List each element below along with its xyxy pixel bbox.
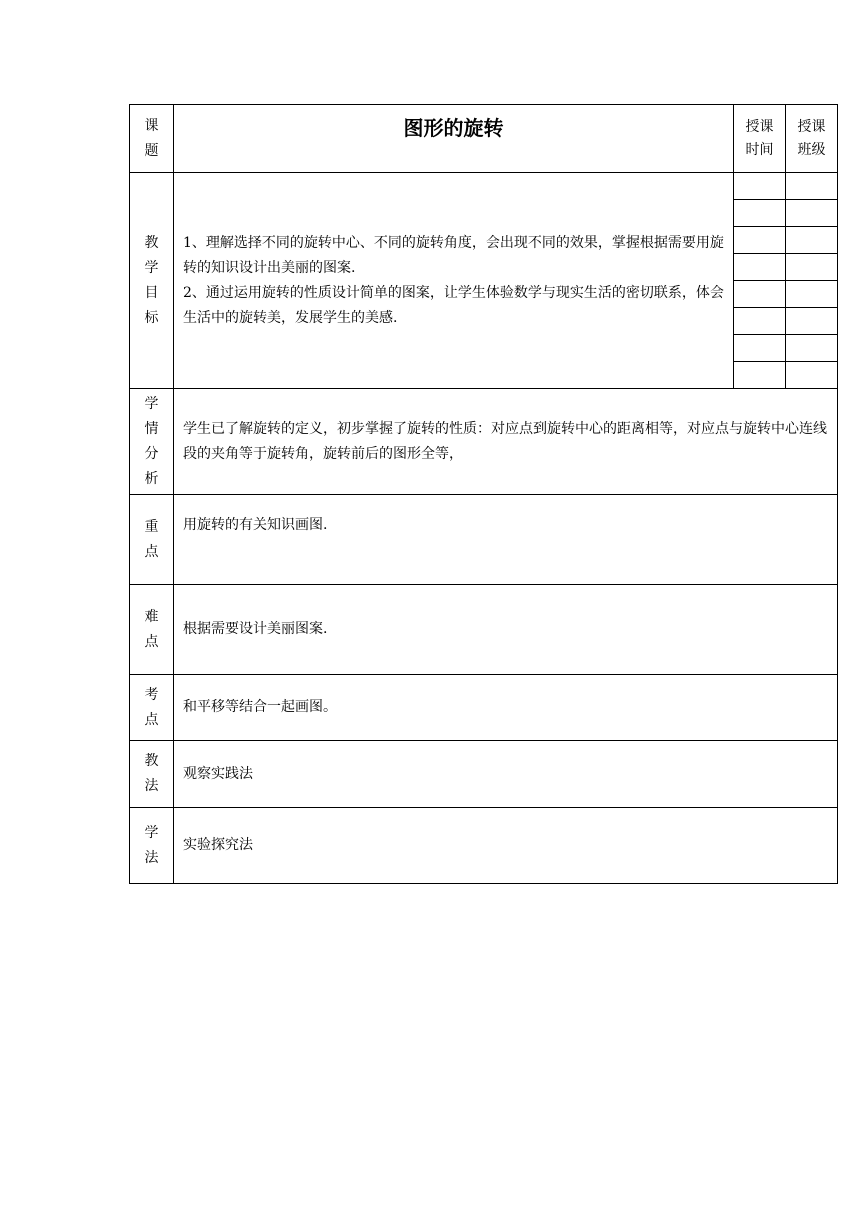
time-label: 授课时间 xyxy=(745,118,774,158)
time-header-cell xyxy=(734,105,786,173)
teaching-method-text: 观察实践法 xyxy=(183,765,253,782)
key-points-label-cell xyxy=(130,495,174,585)
class-blank-cell xyxy=(786,362,838,389)
teaching-method-label-cell xyxy=(130,741,174,808)
key-points-text: 用旋转的有关知识画图. xyxy=(183,517,328,533)
objective-item-2: 2、通过运用旋转的性质设计简单的图案，让学生体验数学与现实生活的密切联系，体会生活中的旋转美，发展学生的美感. xyxy=(183,284,724,326)
exam-points-content-cell xyxy=(174,675,838,741)
time-blank-cell xyxy=(734,227,786,254)
teaching-method-row xyxy=(130,741,838,808)
time-blank-cell xyxy=(734,281,786,308)
key-points-content-cell xyxy=(174,495,838,585)
difficult-points-row xyxy=(130,585,838,675)
key-points-label: 重点 xyxy=(144,518,159,560)
exam-points-row xyxy=(130,675,838,741)
header-row xyxy=(130,105,838,173)
student-analysis-label: 学情分析 xyxy=(144,395,159,487)
teaching-method-label: 教法 xyxy=(144,753,159,794)
class-blank-cell xyxy=(786,335,838,362)
time-blank-cell xyxy=(734,173,786,200)
class-label: 授课班级 xyxy=(797,118,826,158)
lesson-plan-table xyxy=(129,104,838,884)
class-blank-cell xyxy=(786,227,838,254)
key-points-row xyxy=(130,495,838,585)
time-blank-cell xyxy=(734,200,786,227)
time-blank-cell xyxy=(734,308,786,335)
time-blank-cell xyxy=(734,254,786,281)
learning-method-row xyxy=(130,808,838,884)
student-analysis-label-cell xyxy=(130,389,174,495)
time-blank-cell xyxy=(734,362,786,389)
learning-method-label-cell xyxy=(130,808,174,884)
class-blank-cell xyxy=(786,200,838,227)
lesson-title: 图形的旋转 xyxy=(403,116,504,140)
class-blank-cell xyxy=(786,254,838,281)
student-analysis-content-cell xyxy=(174,389,838,495)
teaching-method-content-cell xyxy=(174,741,838,808)
difficult-points-content-cell xyxy=(174,585,838,675)
title-cell xyxy=(174,105,734,173)
difficult-points-text: 根据需要设计美丽图案. xyxy=(183,621,328,637)
class-blank-cell xyxy=(786,173,838,200)
class-header-cell xyxy=(786,105,838,173)
learning-method-text: 实验探究法 xyxy=(183,837,253,853)
objectives-content-cell xyxy=(174,173,734,389)
difficult-points-label: 难点 xyxy=(144,608,159,650)
objectives-label: 教学目标 xyxy=(144,234,159,326)
time-blank-cell xyxy=(734,335,786,362)
exam-points-label: 考点 xyxy=(144,686,159,728)
student-analysis-row xyxy=(130,389,838,495)
exam-points-text: 和平移等结合一起画图。 xyxy=(183,699,337,715)
topic-label: 课题 xyxy=(144,117,159,159)
objectives-row xyxy=(130,173,838,200)
topic-label-cell xyxy=(130,105,174,173)
objectives-label-cell xyxy=(130,173,174,389)
class-blank-cell xyxy=(786,308,838,335)
difficult-points-label-cell xyxy=(130,585,174,675)
student-analysis-text: 学生已了解旋转的定义，初步掌握了旋转的性质：对应点到旋转中心的距离相等，对应点与旋转中心连线段的夹角等于旋转角，旋转前后的图形全等， xyxy=(183,420,827,462)
learning-method-content-cell xyxy=(174,808,838,884)
learning-method-label: 学法 xyxy=(144,824,159,866)
class-blank-cell xyxy=(786,281,838,308)
objective-item-1: 1、理解选择不同的旋转中心、不同的旋转角度，会出现不同的效果，掌握根据需要用旋转的知识设计出美丽的图案. xyxy=(183,234,724,276)
exam-points-label-cell xyxy=(130,675,174,741)
